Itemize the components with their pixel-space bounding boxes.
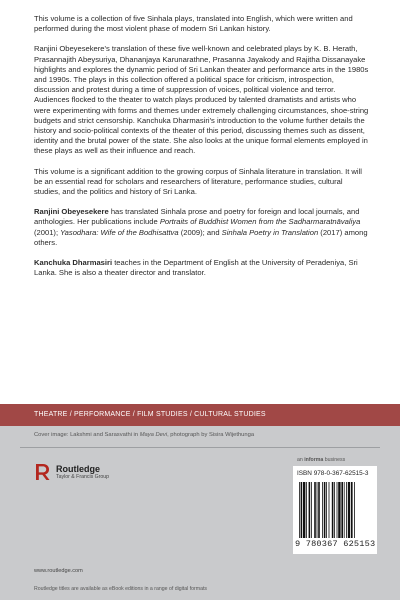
informa-text: an bbox=[297, 457, 305, 463]
cover-credit bbox=[34, 432, 254, 438]
subject-categories: THEATRE / PERFORMANCE / FILM STUDIES / CULTURAL STUDIES bbox=[34, 411, 266, 418]
informa-tagline bbox=[297, 457, 345, 463]
introducer-bio bbox=[34, 258, 370, 278]
back-cover-text bbox=[34, 14, 370, 288]
bio-text: teaches in the Department of English at the University of Peradeniya, Sri Lanka. She is also a theater director and translator. bbox=[34, 258, 358, 278]
bio-text: (2001); bbox=[34, 227, 61, 237]
book-title: Portraits of Buddhist Women from the Sadharmaratnāvaliya bbox=[159, 217, 361, 227]
barcode-panel bbox=[293, 466, 377, 554]
book-title: Yasodhara: Wife of the Bodhisattva bbox=[60, 227, 179, 237]
footer-divider bbox=[20, 447, 380, 448]
credit-text: Cover image: Lakshmi and Sarasvathi in bbox=[34, 432, 140, 438]
credit-title: Maya Devi bbox=[139, 432, 168, 438]
author-name: Ranjini Obeyesekere bbox=[34, 207, 109, 217]
bio-text: (2017) among others. bbox=[34, 227, 368, 247]
publisher-url[interactable]: www.routledge.com bbox=[34, 568, 83, 574]
book-title: Sinhala Poetry in Translation bbox=[221, 227, 319, 237]
informa-text: business bbox=[323, 457, 346, 463]
author-bio bbox=[34, 207, 370, 248]
publisher-group: Taylor & Francis Group bbox=[56, 474, 110, 480]
bio-text: has translated Sinhala prose and poetry for foreign and local journals, and anthologies. Her publications include bbox=[34, 207, 360, 227]
informa-brand: informa bbox=[304, 457, 324, 463]
blurb-paragraph-1: This volume is a collection of five Sinhala plays, translated into English, which were written and performed during the most violent phase of modern Sri Lankan history. bbox=[34, 14, 353, 34]
footer bbox=[0, 426, 400, 600]
barcode-icon bbox=[299, 482, 371, 538]
subject-band bbox=[0, 404, 400, 426]
blurb-paragraph-3: This volume is a significant addition to the growing corpus of Sinhala literature in translation. It will be an essential read for scholars and researchers of literature, performance studies, cultural studies, and the politics and history of Sri Lanka. bbox=[34, 166, 362, 197]
bio-text: (2009); and bbox=[178, 227, 222, 237]
blurb-paragraph-2: Ranjini Obeyesekere's translation of these five well-known and celebrated plays by K. B. Herath, Prasannajith Abeysuriya, Dhananjaya Karunarathne, Prasanna Jayakody and Rajitha Dissanayake highlights and explores the dynamic period of Sri Lankan theater and performance arts in the 1980s and 1990s. The plays in this collection offered a political space for criticism, introspection, discussion and protest during a time of suppression of voices, political violence and terror. Audiences flocked to the theater to watch plays produced by talented dramatists and artists who were experimenting with forms and themes under extremely challenging circumstances, shoe-string budgets and strict censorship. Kanchuka Dharmasiri's introduction to the volume further details the history and socio-political contexts of the theater of this period, discussing themes such as dissent, identity and the brutal power of the state. She also looks at the unique formal elements employed in these plays as well as their influence and reach. bbox=[34, 44, 369, 156]
ebook-note: Routledge titles are available as eBook editions in a range of digital formats bbox=[34, 586, 208, 592]
routledge-logo-icon bbox=[34, 462, 52, 482]
publisher-name: Routledge bbox=[56, 464, 100, 474]
isbn-label: ISBN 978-0-367-62515-3 bbox=[297, 470, 369, 477]
introducer-name: Kanchuka Dharmasiri bbox=[34, 258, 113, 268]
barcode-digits: 9 780367 625153 bbox=[295, 539, 376, 549]
credit-text: , photograph by Sisira Wijethunga bbox=[167, 432, 255, 438]
